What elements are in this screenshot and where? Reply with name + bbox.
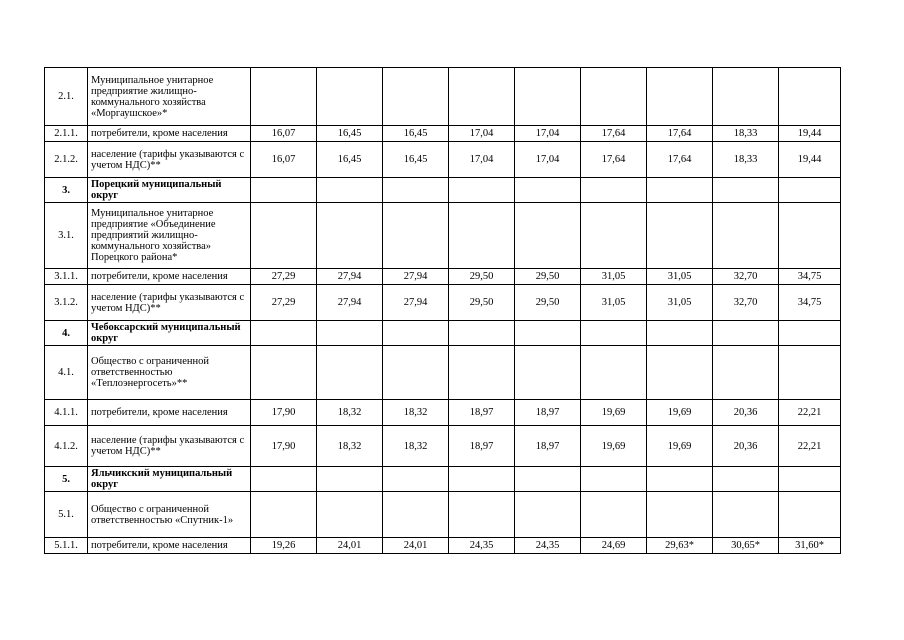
tariff-value-cell: 22,21 <box>779 400 841 426</box>
tariff-value-cell <box>581 467 647 492</box>
tariff-value-cell <box>251 346 317 400</box>
tariff-value-cell <box>251 68 317 126</box>
tariff-value-cell: 29,50 <box>515 269 581 285</box>
tariff-value-cell <box>713 492 779 538</box>
tariff-value-cell <box>581 346 647 400</box>
tariff-value-cell <box>383 346 449 400</box>
row-number-cell: 4.1.2. <box>45 426 88 467</box>
row-number-cell: 4.1.1. <box>45 400 88 426</box>
tariff-value-cell: 17,04 <box>515 126 581 142</box>
tariff-value-cell: 19,44 <box>779 126 841 142</box>
tariff-value-cell: 16,45 <box>383 126 449 142</box>
tariff-value-cell <box>251 178 317 203</box>
tariff-value-cell: 31,05 <box>647 285 713 321</box>
tariff-value-cell <box>449 203 515 269</box>
row-name-cell: потребители, кроме населения <box>88 400 251 426</box>
tariff-value-cell <box>383 68 449 126</box>
tariff-value-cell <box>251 467 317 492</box>
tariff-value-cell: 18,33 <box>713 142 779 178</box>
tariff-value-cell: 19,69 <box>581 400 647 426</box>
tariff-value-cell: 20,36 <box>713 400 779 426</box>
tariff-value-cell <box>251 492 317 538</box>
tariff-value-cell: 27,29 <box>251 269 317 285</box>
tariff-value-cell <box>713 68 779 126</box>
tariff-value-cell <box>515 178 581 203</box>
tariff-value-cell: 17,90 <box>251 400 317 426</box>
tariff-value-cell: 17,64 <box>581 126 647 142</box>
tariff-value-cell: 16,45 <box>383 142 449 178</box>
tariff-value-cell: 17,90 <box>251 426 317 467</box>
tariff-value-cell <box>647 178 713 203</box>
tariff-value-cell: 27,94 <box>317 269 383 285</box>
tariff-value-cell <box>383 178 449 203</box>
tariff-value-cell: 29,63* <box>647 538 713 554</box>
tariff-value-cell <box>779 68 841 126</box>
tariff-value-cell <box>581 68 647 126</box>
tariff-value-cell <box>449 346 515 400</box>
row-name-cell: Общество с ограниченной ответственностью «Теплоэнергосеть»** <box>88 346 251 400</box>
tariff-value-cell <box>779 492 841 538</box>
table-row <box>45 269 841 285</box>
tariff-value-cell: 18,32 <box>383 426 449 467</box>
row-name-cell: Муниципальное унитарное предприятие «Объединение предприятий жилищно-коммунального хозяйства» Порецкого района* <box>88 203 251 269</box>
table-row <box>45 321 841 346</box>
row-name-cell: Чебоксарский муниципальный округ <box>88 321 251 346</box>
tariff-value-cell <box>779 467 841 492</box>
tariff-value-cell <box>581 321 647 346</box>
table-row <box>45 538 841 554</box>
tariff-value-cell <box>713 346 779 400</box>
row-number-cell: 3.1.1. <box>45 269 88 285</box>
tariff-value-cell <box>317 203 383 269</box>
tariff-value-cell <box>779 203 841 269</box>
tariff-value-cell: 24,01 <box>317 538 383 554</box>
tariff-value-cell <box>779 346 841 400</box>
row-name-cell: потребители, кроме населения <box>88 538 251 554</box>
tariff-value-cell <box>647 68 713 126</box>
row-number-cell: 3.1. <box>45 203 88 269</box>
row-name-cell: Муниципальное унитарное предприятие жилищно-коммунального хозяйства «Моргаушское»* <box>88 68 251 126</box>
tariff-value-cell <box>383 492 449 538</box>
tariff-value-cell <box>449 492 515 538</box>
tariff-value-cell <box>317 346 383 400</box>
tariff-value-cell: 18,32 <box>317 426 383 467</box>
row-number-cell: 5.1. <box>45 492 88 538</box>
tariff-value-cell: 17,64 <box>647 142 713 178</box>
tariff-value-cell: 29,50 <box>515 285 581 321</box>
tariff-value-cell: 17,64 <box>647 126 713 142</box>
tariff-value-cell: 31,05 <box>581 269 647 285</box>
tariff-value-cell: 30,65* <box>713 538 779 554</box>
tariff-value-cell <box>647 492 713 538</box>
tariff-value-cell: 17,04 <box>449 126 515 142</box>
tariff-value-cell: 24,69 <box>581 538 647 554</box>
tariff-value-cell: 27,94 <box>383 269 449 285</box>
tariff-value-cell: 18,97 <box>515 400 581 426</box>
row-number-cell: 2.1.1. <box>45 126 88 142</box>
row-name-cell: население (тарифы указываются с учетом НДС)** <box>88 426 251 467</box>
tariff-value-cell: 16,07 <box>251 126 317 142</box>
tariff-value-cell <box>713 203 779 269</box>
tariff-value-cell <box>581 492 647 538</box>
table-row <box>45 426 841 467</box>
table-row <box>45 492 841 538</box>
tariff-value-cell <box>779 321 841 346</box>
row-name-cell: Порецкий муниципальный округ <box>88 178 251 203</box>
tariff-value-cell: 18,32 <box>383 400 449 426</box>
tariff-value-cell: 18,97 <box>515 426 581 467</box>
tariff-value-cell: 29,50 <box>449 285 515 321</box>
tariff-value-cell <box>515 68 581 126</box>
tariff-value-cell: 17,64 <box>581 142 647 178</box>
tariff-value-cell: 27,94 <box>317 285 383 321</box>
tariff-value-cell <box>449 178 515 203</box>
tariff-value-cell: 19,69 <box>581 426 647 467</box>
row-number-cell: 5. <box>45 467 88 492</box>
tariff-value-cell: 32,70 <box>713 285 779 321</box>
tariff-value-cell: 19,44 <box>779 142 841 178</box>
tariff-value-cell: 18,32 <box>317 400 383 426</box>
tariff-value-cell <box>515 321 581 346</box>
tariff-value-cell <box>317 467 383 492</box>
row-number-cell: 2.1.2. <box>45 142 88 178</box>
tariff-value-cell: 17,04 <box>515 142 581 178</box>
table-row <box>45 346 841 400</box>
tariff-value-cell <box>449 321 515 346</box>
tariff-value-cell <box>449 68 515 126</box>
tariff-value-cell: 31,05 <box>581 285 647 321</box>
row-number-cell: 4. <box>45 321 88 346</box>
row-name-cell: потребители, кроме населения <box>88 269 251 285</box>
table-row <box>45 178 841 203</box>
tariff-value-cell <box>317 492 383 538</box>
tariff-value-cell <box>515 467 581 492</box>
tariff-value-cell <box>647 321 713 346</box>
tariff-value-cell <box>515 492 581 538</box>
row-number-cell: 3. <box>45 178 88 203</box>
tariff-table-body <box>45 68 841 554</box>
tariff-value-cell <box>713 178 779 203</box>
tariff-value-cell: 24,35 <box>449 538 515 554</box>
tariff-value-cell <box>779 178 841 203</box>
tariff-value-cell: 31,60* <box>779 538 841 554</box>
row-name-cell: Яльчикский муниципальный округ <box>88 467 251 492</box>
table-row <box>45 142 841 178</box>
tariff-value-cell: 17,04 <box>449 142 515 178</box>
tariff-value-cell <box>317 321 383 346</box>
table-row <box>45 203 841 269</box>
tariff-value-cell <box>383 203 449 269</box>
row-number-cell: 2.1. <box>45 68 88 126</box>
tariff-value-cell <box>713 321 779 346</box>
row-name-cell: население (тарифы указываются с учетом НДС)** <box>88 285 251 321</box>
tariff-value-cell: 34,75 <box>779 285 841 321</box>
tariff-value-cell: 27,94 <box>383 285 449 321</box>
tariff-value-cell <box>581 203 647 269</box>
row-name-cell: потребители, кроме населения <box>88 126 251 142</box>
tariff-value-cell: 19,69 <box>647 400 713 426</box>
row-number-cell: 3.1.2. <box>45 285 88 321</box>
row-name-cell: население (тарифы указываются с учетом НДС)** <box>88 142 251 178</box>
tariff-value-cell <box>713 467 779 492</box>
tariff-value-cell <box>449 467 515 492</box>
tariff-value-cell: 16,45 <box>317 126 383 142</box>
table-row <box>45 68 841 126</box>
tariff-value-cell <box>383 321 449 346</box>
tariff-value-cell: 18,97 <box>449 426 515 467</box>
tariff-table <box>44 67 841 554</box>
tariff-value-cell: 31,05 <box>647 269 713 285</box>
tariff-value-cell: 16,45 <box>317 142 383 178</box>
tariff-value-cell <box>515 346 581 400</box>
tariff-value-cell <box>317 68 383 126</box>
tariff-value-cell <box>647 346 713 400</box>
tariff-value-cell: 27,29 <box>251 285 317 321</box>
tariff-value-cell: 20,36 <box>713 426 779 467</box>
tariff-value-cell: 34,75 <box>779 269 841 285</box>
tariff-value-cell: 18,33 <box>713 126 779 142</box>
table-row <box>45 126 841 142</box>
row-name-cell: Общество с ограниченной ответственностью «Спутник-1» <box>88 492 251 538</box>
tariff-value-cell: 19,69 <box>647 426 713 467</box>
tariff-value-cell <box>251 321 317 346</box>
tariff-value-cell <box>647 203 713 269</box>
tariff-value-cell <box>647 467 713 492</box>
tariff-value-cell: 24,35 <box>515 538 581 554</box>
tariff-value-cell: 24,01 <box>383 538 449 554</box>
tariff-value-cell: 19,26 <box>251 538 317 554</box>
table-row <box>45 285 841 321</box>
table-row <box>45 400 841 426</box>
tariff-value-cell <box>383 467 449 492</box>
tariff-value-cell: 29,50 <box>449 269 515 285</box>
tariff-value-cell: 16,07 <box>251 142 317 178</box>
tariff-value-cell: 18,97 <box>449 400 515 426</box>
row-number-cell: 5.1.1. <box>45 538 88 554</box>
row-number-cell: 4.1. <box>45 346 88 400</box>
tariff-value-cell: 32,70 <box>713 269 779 285</box>
tariff-value-cell <box>251 203 317 269</box>
tariff-value-cell <box>317 178 383 203</box>
tariff-value-cell <box>581 178 647 203</box>
tariff-value-cell: 22,21 <box>779 426 841 467</box>
table-row <box>45 467 841 492</box>
tariff-value-cell <box>515 203 581 269</box>
